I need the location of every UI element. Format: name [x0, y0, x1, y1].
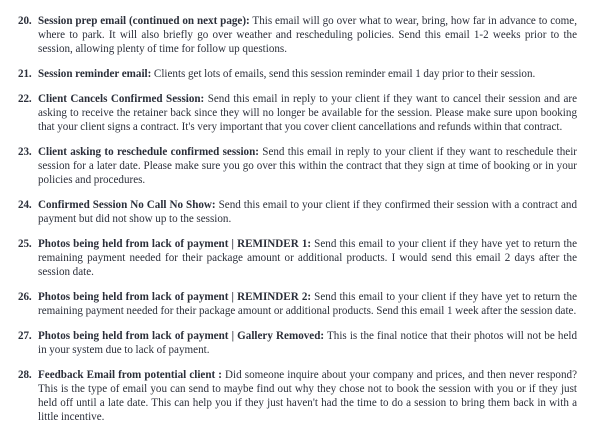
list-item: [18, 329, 577, 357]
list-item-description: This is the final notice that their photos will not be held in your system due to lack of payment.: [38, 329, 577, 357]
list-item-description: This email will go over what to wear, bring, how far in advance to come, where to park. It will also briefly go over weather and rescheduling policies. Send this email 1-2 weeks prior to the session, allowing plenty of time for follow up questions.: [38, 15, 577, 56]
list-item-description: Send this email to your client if they have yet to return the remaining payment needed for their package amount or additional products. Send this email 1 week after the session date.: [38, 291, 577, 318]
list-item-number: 22.: [18, 92, 32, 105]
list-item-number: 20.: [18, 15, 32, 27]
list-item-number: 25.: [18, 237, 32, 250]
list-item-title: Client Cancels Confirmed Session:: [38, 92, 205, 105]
list-item: [18, 92, 577, 135]
list-item-description: Clients get lots of emails, send this session reminder email 1 day prior to their session.: [151, 68, 536, 81]
list-item-title: Photos being held from lack of payment | REMINDER 2:: [38, 291, 312, 304]
list-item-description: Send this email in reply to your client if they want to reschedule their session for a later date. Please make sure you go over this within the contract that they sign at time of booking or in your policies and procedures.: [38, 145, 578, 187]
list-item-title: Photos being held from lack of payment | REMINDER 1:: [38, 237, 312, 250]
list-item-number: 28.: [18, 368, 32, 381]
list-item: [18, 67, 577, 81]
list-item-number: 23.: [18, 145, 32, 158]
list-item-title: Session reminder email:: [38, 68, 152, 81]
list-item-title: Photos being held from lack of payment | Gallery Removed:: [38, 329, 325, 342]
list-item-description: Did someone inquire about your company and prices, and then never respond? This is the type of email you can send to maybe find out why they chose not to book the session with you or if they just held off until a late date. This can help you if they just haven't had the time to do a session to bring them back in with a little incentive.: [38, 368, 577, 424]
list-item: [18, 14, 577, 57]
list-item: [18, 198, 577, 226]
list-item-title: Session prep email (continued on next page):: [38, 15, 250, 27]
list-item: [18, 368, 577, 425]
list-item-number: 26.: [18, 291, 32, 304]
list-item-number: 27.: [18, 329, 32, 342]
list-item-number: 24.: [18, 199, 32, 212]
list-item-description: Send this email in reply to your client if they want to cancel their session and are asking to receive the retainer back since they will no longer be available for the session. Please make sure upon booking that your client signs a contract. It's very important that you cover client cancellations and refunds within that contract.: [38, 92, 578, 134]
list-item-description: Send this email to your client if they have yet to return the remaining payment needed for their package amount or additional products. I would send this email 2 days after the session date.: [38, 237, 577, 279]
list-item-description: Send this email to your client if they confirmed their session with a contract and payment but did not show up to the session.: [38, 199, 577, 226]
list-item: [18, 290, 577, 318]
list-item-number: 21.: [18, 68, 32, 81]
list-item: [18, 145, 577, 188]
numbered-list: [18, 14, 577, 425]
list-item-title: Feedback Email from potential client :: [38, 368, 222, 381]
list-item-title: Client asking to reschedule confirmed session:: [38, 145, 259, 158]
list-item-title: Confirmed Session No Call No Show:: [38, 199, 216, 212]
list-item: [18, 237, 577, 280]
